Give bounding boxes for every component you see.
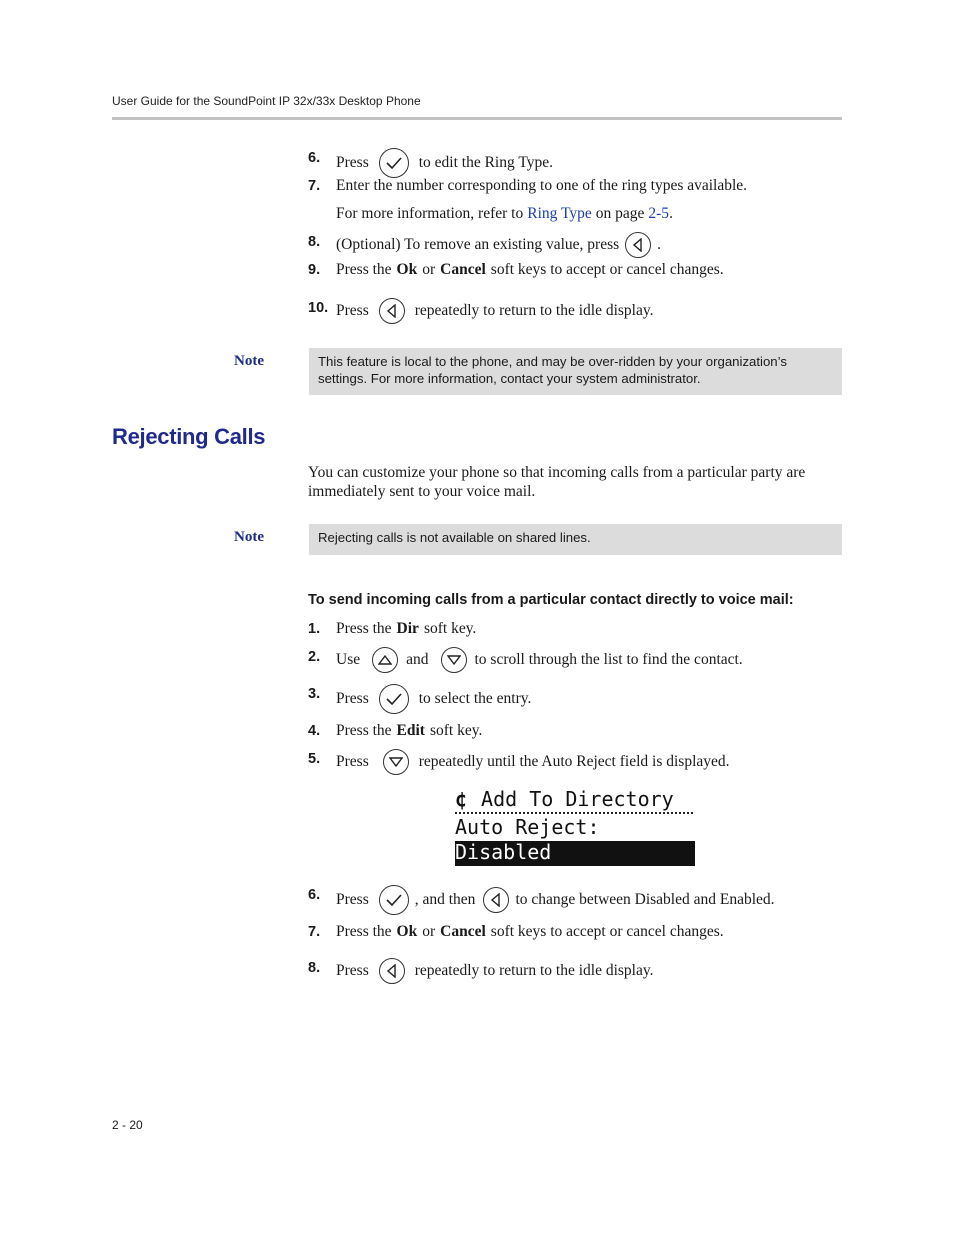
step-text: Press [336,891,369,908]
note-label: Note [234,353,264,369]
step-text: or [422,923,436,940]
step-text: to edit the Ring Type. [418,154,553,171]
step-text: repeatedly to return to the idle display. [414,302,654,319]
display-field-label: Auto Reject: [455,815,600,839]
dir-key: Dir [396,620,419,637]
cancel-key: Cancel [440,261,486,278]
step-text: Press the [336,261,392,278]
section-intro: You can customize your phone so that incoming calls from a particular party are immediately sent to your voice mail. [308,464,806,500]
step-number: 2. [308,649,321,665]
step-text: Press the [336,923,392,940]
step-text: Press the [336,620,392,637]
note-box: This feature is local to the phone, and may be over-ridden by your organization’s settings. For more information, contact your system administrator. [309,348,842,395]
step-text: Enter the number corresponding to one of the ring types available. [336,177,748,194]
step-text: to change between Disabled and Enabled. [515,891,775,908]
step-number: 5. [308,751,321,767]
step-text: soft keys to accept or cancel changes. [490,923,724,940]
page-number: 2 - 20 [112,1118,143,1132]
step-number: 4. [308,723,321,739]
step-text: soft key. [429,722,483,739]
header-rule [112,117,842,120]
down-arrow-button-icon [441,647,467,673]
step-text: Use [336,651,361,668]
step-number: 7. [308,178,321,194]
step-number: 7. [308,924,321,940]
cancel-key: Cancel [440,923,486,940]
step-number: 1. [308,621,321,637]
phone-display [455,788,695,866]
back-arrow-icon: ¢ [455,787,468,811]
step-text: to select the entry. [418,690,532,707]
note-label: Note [234,529,264,545]
step-text: to scroll through the list to find the contact. [474,651,743,668]
check-button-icon [379,684,409,714]
step-text: . [657,236,662,253]
step-text: Press [336,302,369,319]
step-text: repeatedly until the Auto Reject field is displayed. [418,753,730,770]
step-text: or [422,261,436,278]
display-title-line [455,788,693,814]
running-header: User Guide for the SoundPoint IP 32x/33x Desktop Phone [112,94,421,108]
period: . [669,205,673,222]
ok-key: Ok [396,261,418,278]
step-text: Press [336,962,369,979]
check-button-icon [379,148,409,178]
step-text: Press [336,690,369,707]
step-text: Press the [336,722,392,739]
display-field-value: Disabled [455,841,695,866]
step-text: Press [336,753,369,770]
display-title: Add To Directory [481,787,674,811]
up-arrow-button-icon [372,647,398,673]
left-arrow-button-icon [379,958,405,984]
check-button-icon [379,885,409,915]
section-title: Rejecting Calls [112,424,266,449]
step-text: soft keys to accept or cancel changes. [490,261,724,278]
left-arrow-button-icon [379,298,405,324]
step-text: Press [336,154,369,171]
left-arrow-button-icon [625,232,651,258]
page-link[interactable]: 2-5 [648,205,670,222]
procedure-heading: To send incoming calls from a particular contact directly to voice mail: [308,592,794,608]
step-number: 10. [308,300,329,316]
step-number: 6. [308,150,321,166]
ring-type-link[interactable]: Ring Type [527,205,592,222]
down-arrow-button-icon [383,749,409,775]
ok-key: Ok [396,923,418,940]
step-number: 8. [308,234,321,250]
step-text: soft key. [423,620,477,637]
step-text: repeatedly to return to the idle display. [414,962,654,979]
left-arrow-button-icon [483,887,509,913]
step-text: For more information, refer to [336,205,524,222]
step-text: , and then [414,891,476,908]
step-number: 6. [308,887,321,903]
step-number: 9. [308,262,321,278]
edit-key: Edit [396,722,425,739]
step-number: 8. [308,960,321,976]
step-text: on page [595,205,645,222]
note-box: Rejecting calls is not available on shared lines. [309,524,842,555]
step-text: and [406,651,429,668]
step-text: (Optional) To remove an existing value, press [336,236,620,253]
step-number: 3. [308,686,321,702]
